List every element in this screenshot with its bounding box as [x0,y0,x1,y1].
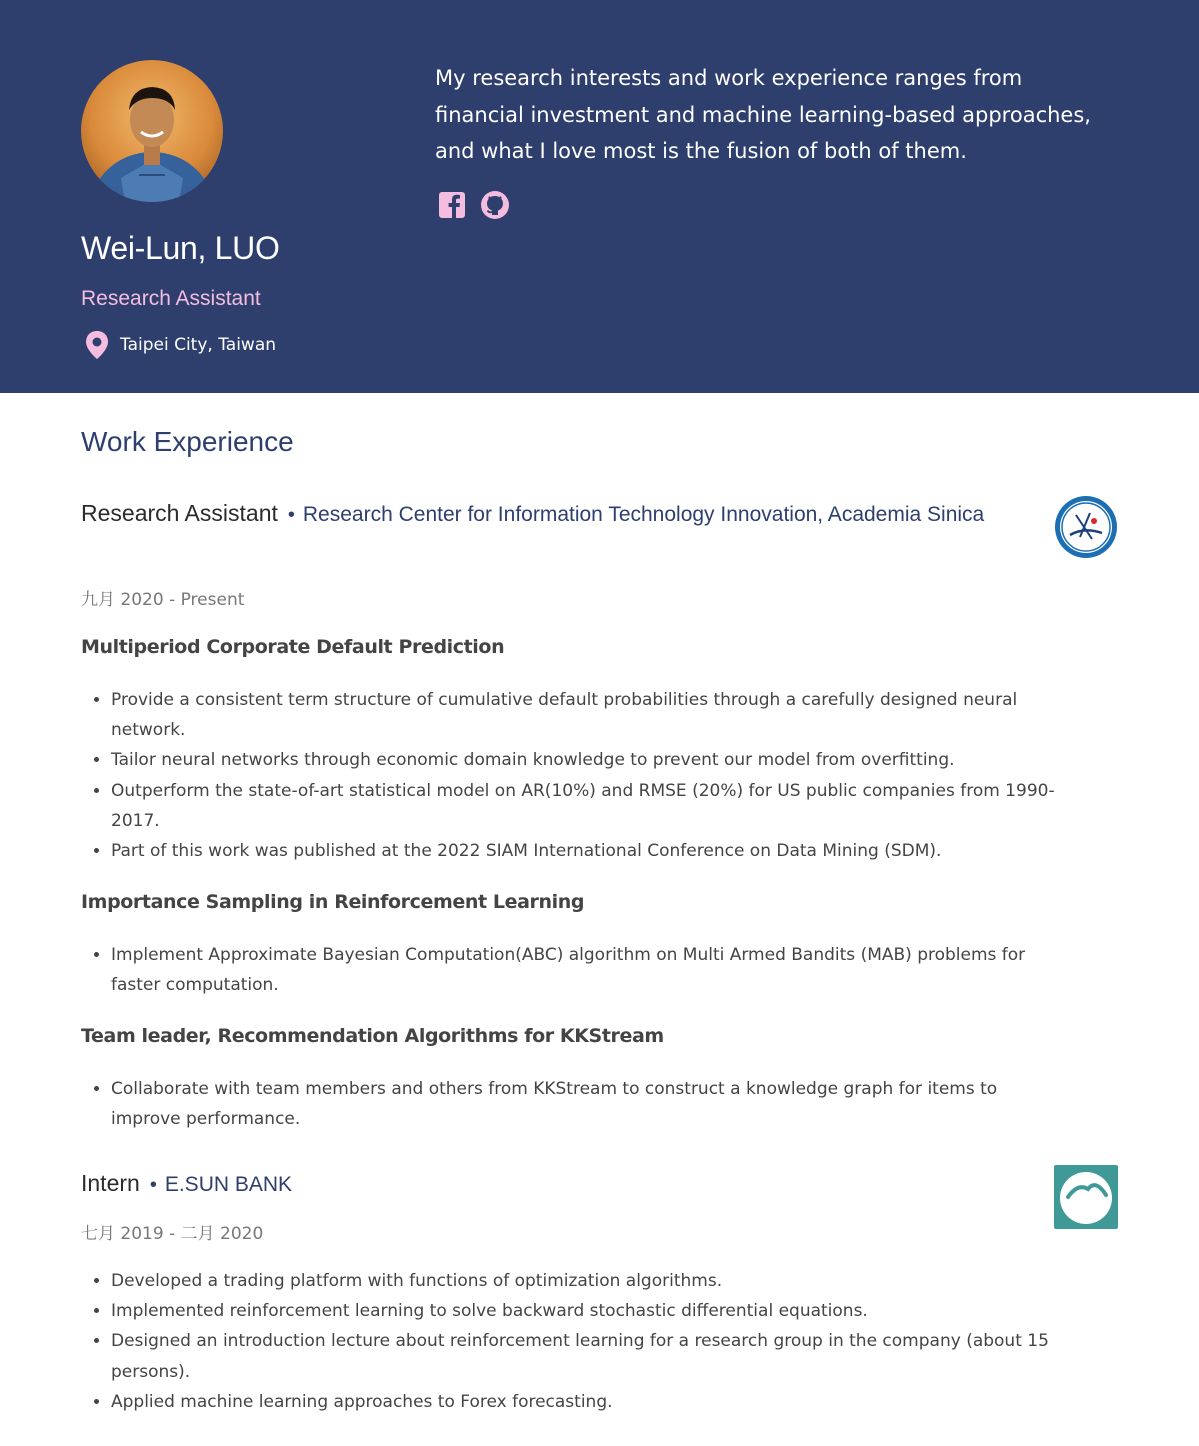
job-title: Research Assistant [81,500,278,526]
social-links [438,190,508,218]
github-icon [480,190,510,220]
project-title: Team leader, Recommendation Algorithms for KKStream [81,1025,664,1047]
job-date: 七月 2019 - 二月 2020 [81,1224,264,1244]
job-header [81,495,1021,535]
job-separator: • [287,504,295,526]
project-bullet-list [81,1074,1071,1134]
github-link[interactable] [480,190,508,218]
list-item: • Implement Approximate Bayesian Computation(ABC) algorithm on Multi Armed Bandits (MAB) problems for faster computation. [111,940,1071,1000]
citi-logo-icon [1054,495,1118,559]
list-item: • Tailor neural networks through economic domain knowledge to prevent our model from overfitting. [111,745,1071,775]
list-item: • Outperform the state-of-art statistical model on AR(10%) and RMSE (20%) for US public companies from 1990-2017. [111,776,1071,836]
profile-header [0,0,1199,393]
project-bullet-list [81,685,1071,866]
section-title-work: Work Experience [81,426,294,457]
esun-bank-logo-icon [1054,1165,1118,1229]
list-item: • Part of this work was published at the 2022 SIAM International Conference on Data Mining (SDM). [111,836,1071,866]
location-pin-icon [84,330,110,360]
facebook-icon [438,190,466,218]
profile-bio: My research interests and work experience ranges from financial investment and machine learning-based approaches, and what I love most is the fusion of both of them. [435,66,1091,163]
job-bullet-list [81,1266,1071,1417]
list-item: • Implemented reinforcement learning to solve backward stochastic differential equations. [111,1296,1071,1326]
list-item: • Designed an introduction lecture about reinforcement learning for a research group in the company (about 15 persons). [111,1326,1071,1386]
project-title: Multiperiod Corporate Default Prediction [81,636,505,658]
profile-name: Wei-Lun, LUO [81,230,280,266]
company-link[interactable]: E.SUN BANK [164,1173,293,1196]
profile-location [84,330,276,360]
list-item: • Developed a trading platform with functions of optimization algorithms. [111,1266,1071,1296]
company-link[interactable]: Research Center for Information Technology Innovation, Academia Sinica [302,503,985,526]
job-date: 九月 2020 - Present [81,590,245,610]
avatar-photo [81,60,223,202]
profile-avatar [81,60,223,202]
job-separator: • [149,1174,157,1196]
list-item: • Collaborate with team members and others from KKStream to construct a knowledge graph for items to improve performance. [111,1074,1071,1134]
location-text: Taipei City, Taiwan [120,335,277,355]
job-header [81,1165,1021,1205]
facebook-link[interactable] [438,190,466,218]
project-title: Importance Sampling in Reinforcement Learning [81,891,585,913]
job-title: Intern [81,1170,140,1196]
list-item: • Provide a consistent term structure of cumulative default probabilities through a carefully designed neural network. [111,685,1071,745]
list-item: • Applied machine learning approaches to Forex forecasting. [111,1387,1071,1417]
project-bullet-list [81,940,1071,1000]
profile-role: Research Assistant [81,287,261,310]
